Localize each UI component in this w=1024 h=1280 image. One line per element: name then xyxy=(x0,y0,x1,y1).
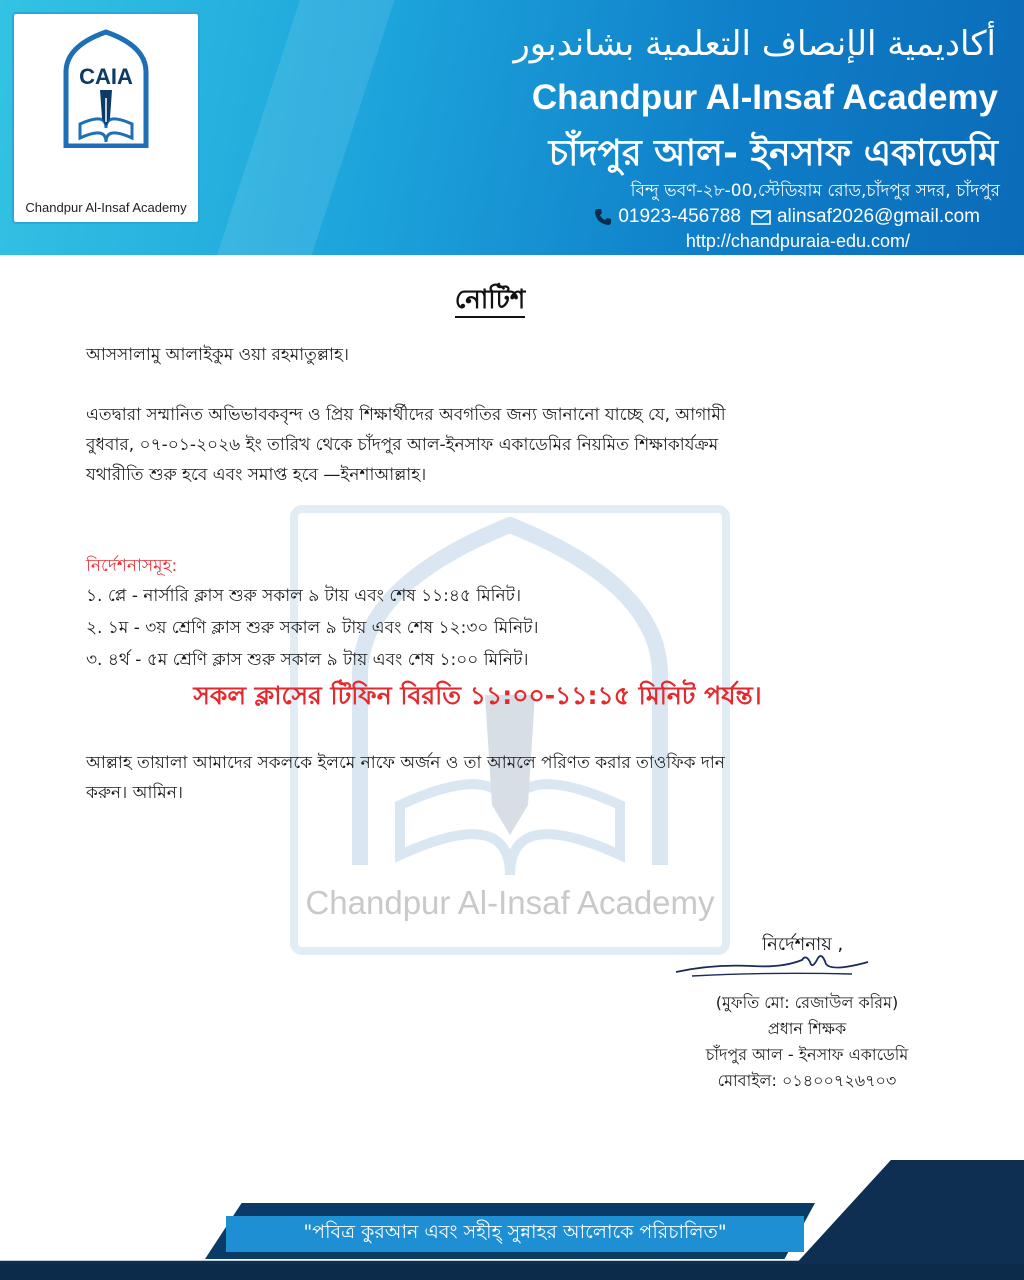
notice-title-text: নোটিশ xyxy=(455,285,526,318)
letterhead-header xyxy=(0,0,1024,255)
contact-line xyxy=(594,206,980,228)
website-url: http://chandpuraia-edu.com/ xyxy=(685,231,910,251)
footer-motto: "পবিত্র কুরআন এবং সহীহ্ সুন্নাহর আলোকে পরিচালিত" xyxy=(226,1216,804,1252)
bangla-name: চাঁদপুর আল- ইনসাফ একাডেমি xyxy=(548,133,998,174)
phone-icon xyxy=(594,208,612,226)
academy-logo xyxy=(12,12,200,224)
signatory-institution: চাঁদপুর আল - ইনসাফ একাডেমি xyxy=(705,1045,909,1064)
signature-directive: নির্দেশনায় , xyxy=(762,934,844,955)
prayer-line: করুন। আমিন। xyxy=(86,783,183,803)
logo-caption: Chandpur Al-Insaf Academy xyxy=(25,200,187,215)
footer-strip xyxy=(0,1264,1024,1280)
guideline-item: ১. প্লে - নার্সারি ক্লাস শুরু সকাল ৯ টায় এবং শেষ ১১:৪৫ মিনিট। xyxy=(86,586,522,606)
header-decoration xyxy=(210,0,401,255)
notice-title xyxy=(0,279,980,323)
body-line: এতদ্বারা সম্মানিত অভিভাবকবৃন্দ ও প্রিয় শিক্ষার্থীদের অবগতির জন্য জানানো যাচ্ছে যে, আগামী xyxy=(86,405,726,425)
signatory-mobile: মোবাইল: ০১৪০০৭২৬৭০৩ xyxy=(717,1071,897,1090)
body-line: বুধবার, ০৭-০১-২০২৬ ইং তারিখ থেকে চাঁদপুর আল-ইনসাফ একাডেমির নিয়মিত শিক্ষাকার্যক্রম xyxy=(86,435,719,455)
greeting: আসসালামু আলাইকুম ওয়া রহমাতুল্লাহ। xyxy=(86,345,349,365)
email-icon xyxy=(751,210,771,225)
phone-number: 01923-456788 xyxy=(618,206,741,227)
handwritten-signature xyxy=(672,950,872,988)
signatory-name: (মুফতি মো: রেজাউল করিম) xyxy=(715,993,899,1012)
email-address: alinsaf2026@gmail.com xyxy=(776,206,980,227)
english-name: Chandpur Al-Insaf Academy xyxy=(531,78,998,117)
logo-abbreviation: CAIA xyxy=(79,64,133,89)
watermark-text: Chandpur Al-Insaf Academy xyxy=(305,884,715,921)
guideline-item: ২. ১ম - ৩য় শ্রেণি ক্লাস শুরু সকাল ৯ টায় এবং শেষ ১২:৩০ মিনিট। xyxy=(86,618,539,638)
body-line: যথারীতি শুরু হবে এবং সমাপ্ত হবে —ইনশাআল্লাহ। xyxy=(86,465,427,485)
address: বিন্দু ভবণ-২৮-00,স্টেডিয়াম রোড,চাঁদপুর সদর, চাঁদপুর xyxy=(630,181,1000,201)
tiffin-break-notice: সকল ক্লাসের টিফিন বিরতি ১১:০০-১১:১৫ মিনিট পর্যন্ত। xyxy=(193,681,762,710)
closing-prayer xyxy=(86,748,886,808)
prayer-line: আল্লাহ তায়ালা আমাদের সকলকে ইলমে নাফে অর্জন ও তা আমলে পরিণত করার তাওফিক দান xyxy=(86,753,725,773)
signatory-designation: প্রধান শিক্ষক xyxy=(767,1019,847,1038)
guideline-item: ৩. ৪র্থ - ৫ম শ্রেণি ক্লাস শুরু সকাল ৯ টায় এবং শেষ ১:০০ মিনিট। xyxy=(86,650,529,670)
notice-body xyxy=(86,400,886,490)
guidelines-heading: নির্দেশনাসমূহ: xyxy=(86,556,178,576)
arabic-name: أكاديمية الإنصاف التعلمية بشاندبور xyxy=(513,24,996,64)
